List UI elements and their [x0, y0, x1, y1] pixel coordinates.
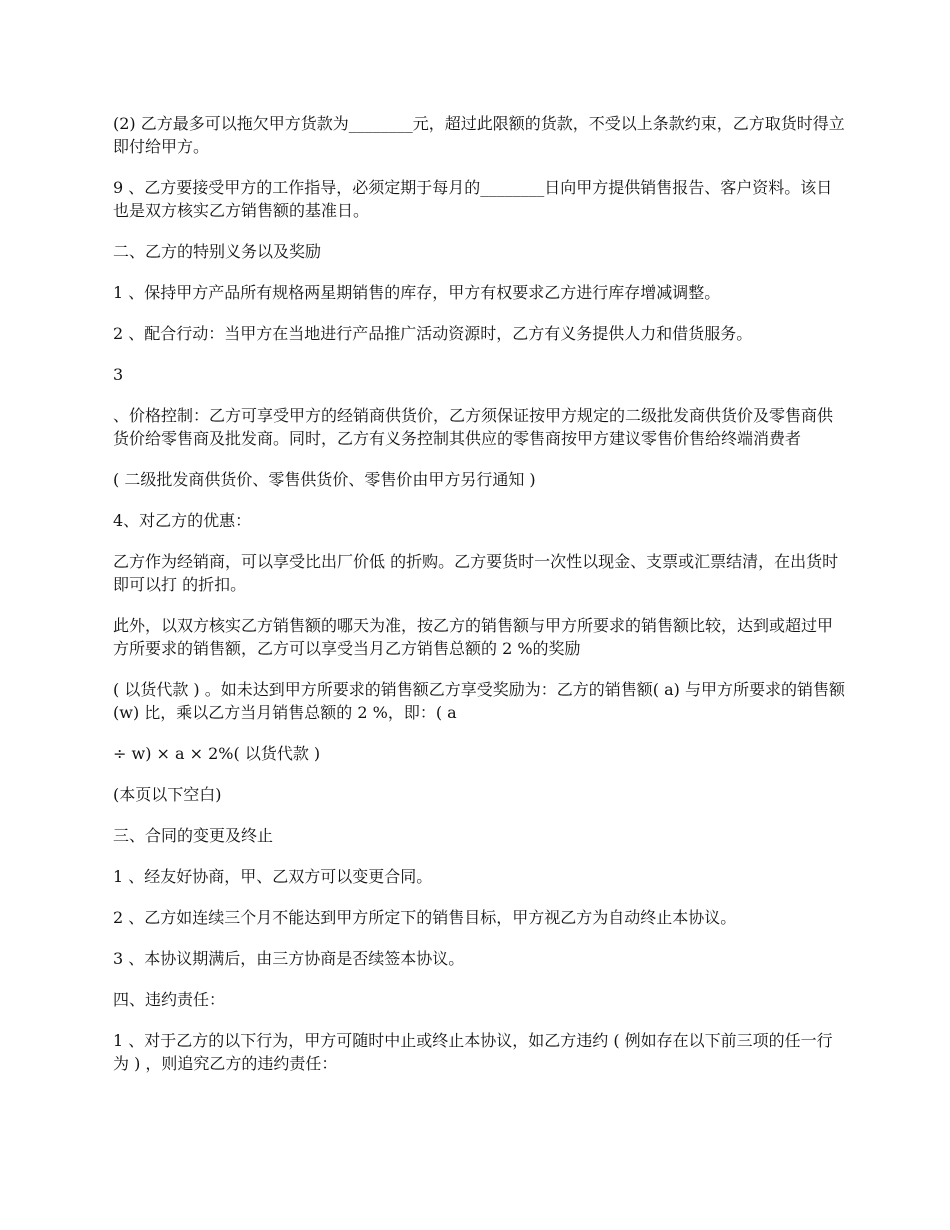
- paragraph-price-note: ( 二级批发商供货价、零售供货价、零售价由甲方另行通知 ): [113, 470, 536, 489]
- paragraph-reward: 此外，以双方核实乙方销售额的哪天为准，按乙方的销售额与甲方所要求的销售额比较，达到或超过甲方所要求的销售额，乙方可以享受当月乙方销售总额的 2 %的奖励: [113, 616, 834, 658]
- paragraph-item-4: 4、对乙方的优惠：: [113, 511, 252, 530]
- paragraph-item-3-number: 3: [113, 365, 124, 384]
- section-heading-3: 三、合同的变更及终止: [113, 826, 274, 845]
- document-page: [113, 112, 848, 1093]
- paragraph-item-9: 9 、乙方要接受甲方的工作指导，必须定期于每月的________日向甲方提供销售报告、客户资料。该日也是双方核实乙方销售额的基准日。: [113, 178, 833, 220]
- paragraph-blank-note: (本页以下空白): [113, 785, 222, 804]
- paragraph-change-3: 3 、本协议期满后，由三方协商是否续签本协议。: [113, 949, 465, 968]
- section-heading-4: 四、违约责任：: [113, 990, 226, 1009]
- paragraph-item-1: 1 、保持甲方产品所有规格两星期销售的库存，甲方有权要求乙方进行库存增减调整。: [113, 283, 721, 302]
- paragraph-debt-limit: (2) 乙方最多可以拖欠甲方货款为________元，超过此限额的货款，不受以上条款约束，乙方取货时得立即付给甲方。: [113, 114, 845, 156]
- paragraph-change-2: 2 、乙方如连续三个月不能达到甲方所定下的销售目标，甲方视乙方为自动终止本协议。: [113, 908, 737, 927]
- paragraph-reward-formula: ( 以货代款 ) 。如未达到甲方所要求的销售额乙方享受奖励为：乙方的销售额( a) 与甲方所要求的销售额 (w) 比，乘以乙方当月销售总额的 2 %，即：( a: [113, 680, 845, 722]
- section-heading-2: 二、乙方的特别义务以及奖励: [113, 242, 322, 261]
- paragraph-breach-1: 1 、对于乙方的以下行为，甲方可随时中止或终止本协议，如乙方违约 ( 例如存在以下前三项的任一行为 ) ，则追究乙方的违约责任：: [113, 1031, 833, 1073]
- paragraph-price-control: 、价格控制：乙方可享受甲方的经销商供货价，乙方须保证按甲方规定的二级批发商供货价及零售商供货价给零售商及批发商。同时，乙方有义务控制其供应的零售商按甲方建议零售价售给终端消费者: [113, 406, 834, 448]
- paragraph-item-2: 2 、配合行动：当甲方在当地进行产品推广活动资源时，乙方有义务提供人力和借货服务。: [113, 324, 753, 343]
- paragraph-change-1: 1 、经友好协商，甲、乙双方可以变更合同。: [113, 867, 433, 886]
- paragraph-discount: 乙方作为经销商，可以享受比出厂价低 的折购。乙方要货时一次性以现金、支票或汇票结清，在出货时即可以打 的折扣。: [113, 552, 839, 594]
- paragraph-formula-end: ÷ w) × a × 2%( 以货代款 ): [113, 744, 321, 763]
